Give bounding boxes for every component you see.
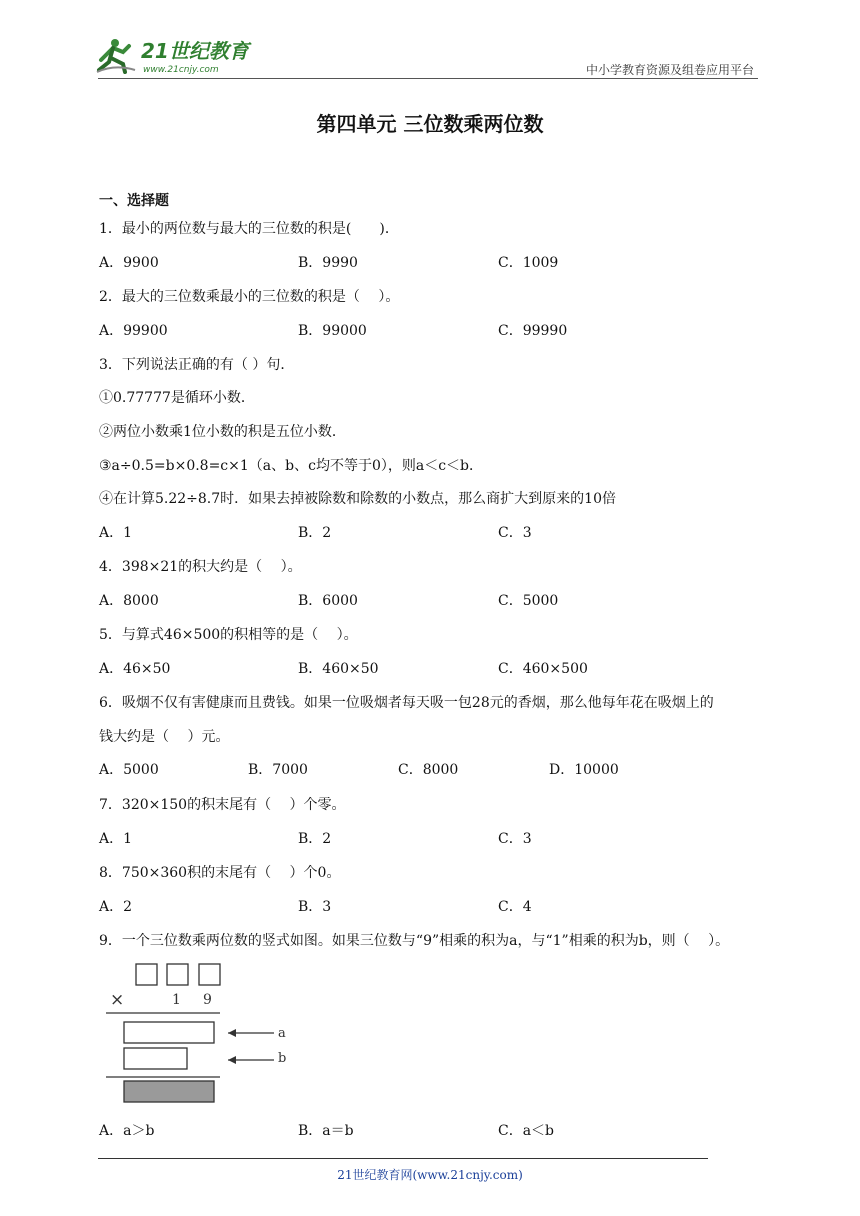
question-stem-line: ④在计算5.22÷8.7时．如果去掉被除数和除数的小数点，那么商扩大到原来的10倍 bbox=[99, 491, 616, 507]
answer-option[interactable]: C．a＜b bbox=[498, 1123, 555, 1139]
answer-option[interactable]: A．2 bbox=[99, 899, 133, 915]
footer-text: 21世纪教育网(www.21cnjy.com) bbox=[337, 1168, 523, 1182]
digit-one: 1 bbox=[172, 992, 181, 1008]
question-stem: 3．下列说法正确的有（ ）句． bbox=[99, 357, 295, 373]
question-stem: 6．吸烟不仅有害健康而且费钱。如果一位吸烟者每天吸一包28元的香烟，那么他每年花在吸烟上的 bbox=[99, 695, 714, 711]
label-b: b bbox=[278, 1051, 287, 1066]
digit-box-2 bbox=[167, 964, 188, 985]
question-stem-line: 钱大约是（ ）元。 bbox=[99, 729, 230, 745]
question-stem: 7．320×150的积末尾有（ ）个零。 bbox=[99, 797, 346, 813]
section-heading: 一、选择题 bbox=[99, 193, 169, 209]
footer-divider bbox=[98, 1158, 708, 1159]
runner-icon bbox=[97, 39, 135, 72]
multiply-sign: × bbox=[110, 990, 125, 1010]
answer-option[interactable]: C．3 bbox=[498, 831, 532, 847]
site-logo bbox=[95, 34, 265, 76]
answer-option[interactable]: B．460×50 bbox=[298, 661, 379, 677]
vertical-multiplication-figure bbox=[104, 958, 304, 1110]
answer-option[interactable]: C．5000 bbox=[498, 593, 559, 609]
answer-option[interactable]: A．1 bbox=[99, 831, 133, 847]
answer-option[interactable]: B．3 bbox=[298, 899, 332, 915]
answer-option[interactable]: B．7000 bbox=[248, 762, 308, 778]
answer-option[interactable]: C．99990 bbox=[498, 323, 568, 339]
answer-option[interactable]: C．4 bbox=[498, 899, 532, 915]
answer-option[interactable]: B．2 bbox=[298, 525, 332, 541]
answer-option[interactable]: B．2 bbox=[298, 831, 332, 847]
answer-option[interactable]: C．1009 bbox=[498, 255, 559, 271]
question-stem: 2．最大的三位数乘最小的三位数的积是（ ）。 bbox=[99, 289, 400, 305]
answer-option[interactable]: A．5000 bbox=[99, 762, 159, 778]
answer-option[interactable]: C．8000 bbox=[398, 762, 459, 778]
digit-box-3 bbox=[199, 964, 220, 985]
product-box bbox=[124, 1081, 214, 1102]
digit-nine: 9 bbox=[203, 992, 212, 1008]
answer-option[interactable]: A．8000 bbox=[99, 593, 159, 609]
answer-option[interactable]: A．1 bbox=[99, 525, 133, 541]
answer-option[interactable]: A．9900 bbox=[99, 255, 159, 271]
answer-option[interactable]: C．3 bbox=[498, 525, 532, 541]
question-stem-line: ③a÷0.5=b×0.8=c×1（a、b、c均不等于0），则a＜c＜b． bbox=[99, 458, 483, 474]
question-stem: 5．与算式46×500的积相等的是（ ）。 bbox=[99, 627, 358, 643]
answer-option[interactable]: B．a＝b bbox=[298, 1123, 354, 1139]
answer-option[interactable]: A．46×50 bbox=[99, 661, 171, 677]
answer-option[interactable]: D．10000 bbox=[549, 762, 619, 778]
answer-option[interactable]: A．a＞b bbox=[99, 1123, 155, 1139]
page-title: 第四单元 三位数乘两位数 bbox=[316, 112, 544, 136]
answer-option[interactable]: B．6000 bbox=[298, 593, 358, 609]
question-stem: 8．750×360积的末尾有（ ）个0。 bbox=[99, 865, 341, 881]
answer-option[interactable]: A．99900 bbox=[99, 323, 168, 339]
partial-a-box bbox=[124, 1022, 214, 1043]
label-a: a bbox=[278, 1026, 286, 1041]
platform-name: 中小学教育资源及组卷应用平台 bbox=[585, 63, 754, 77]
answer-option[interactable]: B．9990 bbox=[298, 255, 358, 271]
answer-option[interactable]: C．460×500 bbox=[498, 661, 588, 677]
question-stem: 1．最小的两位数与最大的三位数的积是( )． bbox=[99, 221, 399, 237]
logo-url: www.21cnjy.com bbox=[143, 65, 219, 75]
question-stem: 9．一个三位数乘两位数的竖式如图。如果三位数与“9”相乘的积为a，与“1”相乘的积为b，则（ ）。 bbox=[99, 933, 730, 949]
header-divider bbox=[98, 78, 758, 79]
question-stem: 4．398×21的积大约是（ ）。 bbox=[99, 559, 302, 575]
digit-box-1 bbox=[136, 964, 157, 985]
logo-text: 21世纪教育 bbox=[141, 39, 249, 63]
answer-option[interactable]: B．99000 bbox=[298, 323, 367, 339]
question-stem-line: ①0.77777是循环小数． bbox=[99, 390, 255, 406]
partial-b-box bbox=[124, 1048, 187, 1069]
question-stem-line: ②两位小数乘1位小数的积是五位小数． bbox=[99, 424, 346, 440]
